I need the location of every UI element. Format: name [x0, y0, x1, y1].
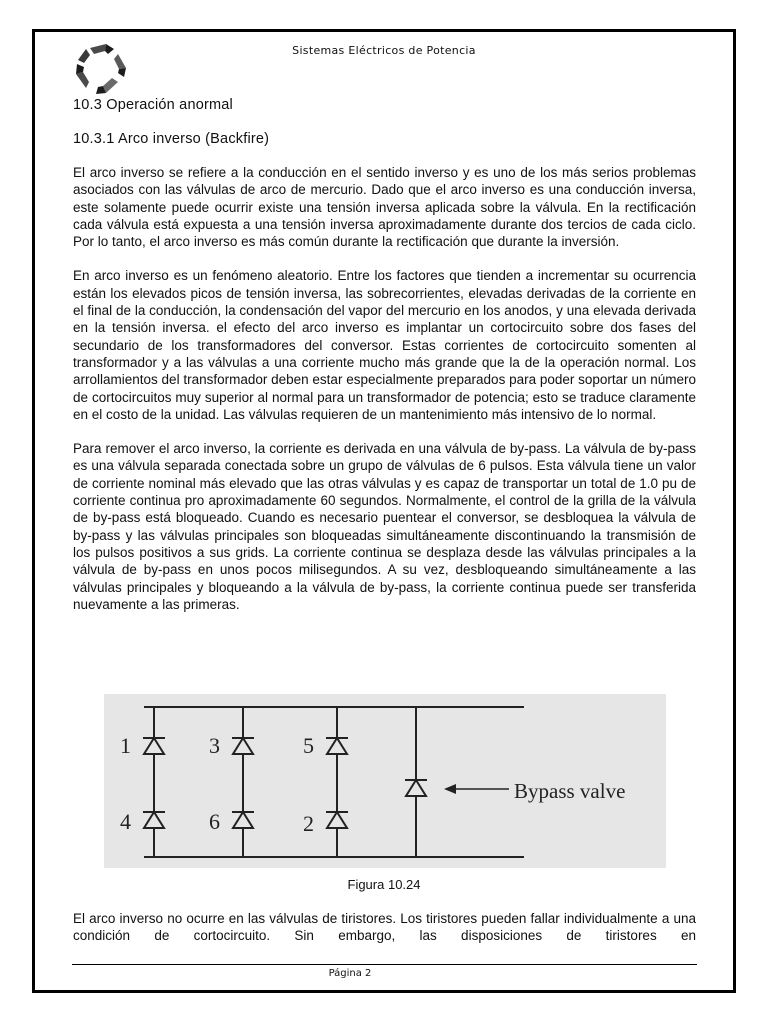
paragraph-4: El arco inverso no ocurre en las válvulas de tiristores. Los tiristores pueden fallar individualmente a una condición de cortocircuito. Sin embargo, las disposiciones de tiristores en	[73, 911, 696, 944]
paragraph-3: Para remover el arco inverso, la corriente es derivada en una válvula de by-pass. La válvula de by-pass es una válvula separada conectada sobre un grupo de válvulas de 6 pulsos. Esta válvula tiene un valor de corriente nominal más elevado que las otras válvulas y es capaz de transportar un total de 1.0 pu de corriente continua pro aproximadamente 60 segundos. Normalmente, el control de la grilla de la válvula de by-pass está bloqueado. Cuando es necesario puentear el conversor, se desbloquea la válvula de by-pass y las válvulas principales son bloqueadas simultáneamente discontinuando la transmisión de los pulsos positivos a sus grids. La corriente continua se desplaza desde las válvulas principales a la válvula de by-pass en unos pocos milisegundos. A su vez, desbloqueando simultáneamente a las válvulas principales y bloqueando a la válvula de by-pass, la corriente continua puede ser transferida nuevamente a las primeras.	[73, 441, 696, 612]
subsection-heading: 10.3.1 Arco inverso (Backfire)	[73, 131, 270, 147]
running-header: Sistemas Eléctricos de Potencia	[292, 44, 476, 57]
valve-6-label: 6	[209, 809, 220, 834]
logo-arc-4	[76, 64, 89, 88]
section-heading: 10.3 Operación anormal	[73, 97, 233, 113]
valve-2-label: 2	[303, 811, 314, 836]
paragraph-1: El arco inverso se refiere a la conducción en el sentido inverso y es uno de los más serios problemas asociados con las válvulas de arco de mercurio. Dado que el arco inverso es una conducción inversa, este solamente puede ocurrir existe una tensión inversa aplicada sobre la válvula. En la rectificación cada válvula está expuesta a una tensión inversa aproximadamente durante dos tercios de cada ciclo. Por lo tanto, el arco inverso es más común durante la rectificación que durante la inversión.	[73, 165, 696, 250]
valve-4-label: 4	[120, 809, 131, 834]
figure-bypass-valve-diagram	[104, 694, 666, 868]
valve-1-label: 1	[120, 733, 131, 758]
figure-caption: Figura 10.24	[347, 877, 421, 892]
valve-5-label: 5	[303, 733, 314, 758]
bypass-valve-label: Bypass valve	[514, 779, 626, 803]
paragraph-2: En arco inverso es un fenómeno aleatorio. Entre los factores que tienden a incrementar su ocurrencia están los elevados picos de tensión inversa, las sobrecorrientes, elevadas derivadas de la corriente en el final de la conducción, la condensación del vapor del mercurio en los anodos, y una elevada derivada en la tensión inversa. el efecto del arco inverso es implantar un cortocircuito sobre dos fases del secundario de los transformadores del conversor. Estas corrientes de cortocircuito somenten al transformador y a las válvulas a una corriente mucho más grande que la de la operación normal. Los arrollamientos del transformador deben estar especialmente preparados para poder soportar un número de cortocircuitos muy superior al normal para un transformador de potencia; esto se traduce claramente en el costo de la unidad. Las válvulas requieren de un mantenimiento más intensivo de lo normal.	[73, 268, 696, 422]
logo-arc-2	[114, 54, 126, 77]
valve-3-label: 3	[209, 733, 220, 758]
document-body	[73, 96, 696, 613]
footer-divider	[72, 964, 697, 965]
page-number: Página 2	[328, 968, 372, 979]
